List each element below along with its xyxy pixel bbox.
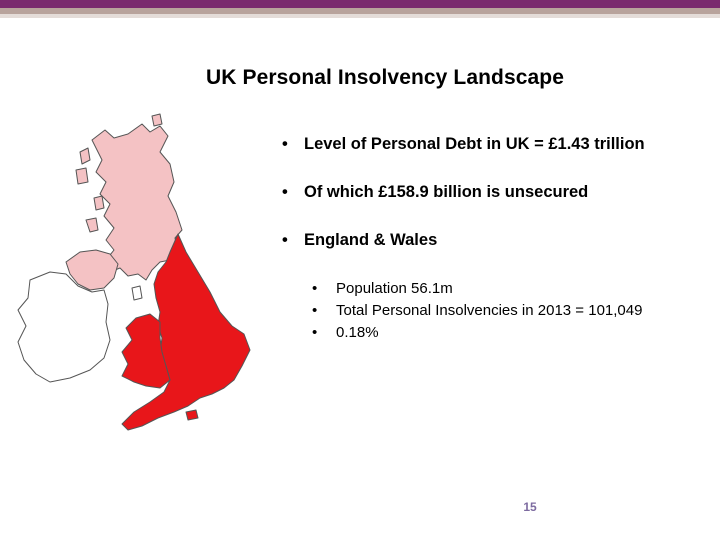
sub-bullet-population xyxy=(312,280,642,302)
bullet-glyph: • xyxy=(312,324,318,341)
bullet-text: Level of Personal Debt in UK = £1.43 trillion xyxy=(304,135,645,153)
sub-bullet-list xyxy=(312,280,642,346)
map-island-5 xyxy=(152,114,162,126)
sub-bullet-text: Total Personal Insolvencies in 2013 = 101,049 xyxy=(336,302,643,319)
sub-bullet-insolvencies xyxy=(312,302,642,324)
bullet-england-wales xyxy=(282,231,645,279)
bullet-glyph: • xyxy=(282,183,288,201)
header-bar-light xyxy=(0,14,720,18)
header-bar-purple xyxy=(0,0,720,8)
map-island-2 xyxy=(76,168,88,184)
main-bullet-list xyxy=(282,135,645,279)
map-island-4 xyxy=(86,218,98,232)
sub-bullet-percentage xyxy=(312,324,642,346)
page-number: 15 xyxy=(523,500,537,514)
bullet-text: Of which £158.9 billion is unsecured xyxy=(304,183,589,201)
bullet-glyph: • xyxy=(312,280,318,297)
map-island-1 xyxy=(80,148,90,164)
bullet-glyph: • xyxy=(312,302,318,319)
map-island-isle-of-wight xyxy=(186,410,198,420)
sub-bullet-text: Population 56.1m xyxy=(336,280,453,297)
bullet-personal-debt xyxy=(282,135,645,183)
bullet-text: England & Wales xyxy=(304,231,438,249)
slide-title: UK Personal Insolvency Landscape xyxy=(206,66,564,89)
sub-bullet-text: 0.18% xyxy=(336,324,379,341)
uk-map xyxy=(10,112,260,442)
map-island-isle-of-man xyxy=(132,286,142,300)
bullet-glyph: • xyxy=(282,231,288,249)
bullet-glyph: • xyxy=(282,135,288,153)
bullet-unsecured-debt xyxy=(282,183,645,231)
map-island-3 xyxy=(94,196,104,210)
